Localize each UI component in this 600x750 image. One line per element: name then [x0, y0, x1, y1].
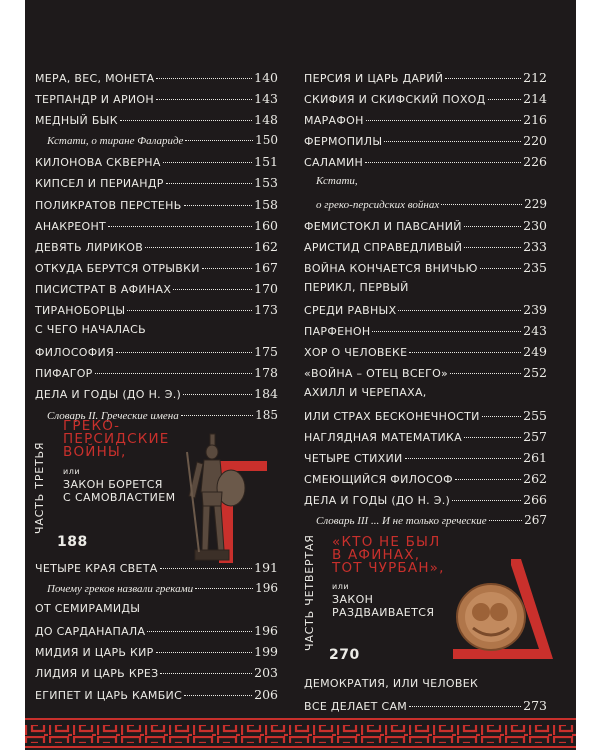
toc-entry: [304, 386, 547, 407]
toc-entry-page: 214: [523, 91, 547, 107]
toc-left-column: [35, 70, 278, 429]
toc-dot-leader: [488, 99, 522, 100]
toc-entry-title: САЛАМИН: [304, 156, 364, 170]
toc-entry-page: 220: [523, 133, 547, 149]
toc-dot-leader: [384, 141, 521, 142]
toc-entry-title: ОТ СЕМИРАМИДЫ: [35, 602, 141, 616]
toc-entry: [35, 239, 278, 260]
toc-entry-page: 160: [254, 217, 278, 233]
toc-page: [25, 0, 576, 750]
toc-dot-leader: [409, 706, 521, 707]
toc-entry-page: 175: [254, 344, 278, 360]
toc-entry: [35, 687, 278, 708]
toc-dot-leader: [409, 352, 521, 353]
toc-entry-title: ОТКУДА БЕРУТСЯ ОТРЫВКИ: [35, 261, 200, 275]
part3-label: ЧАСТЬ ТРЕТЬЯ: [33, 441, 46, 534]
toc-entry-title: ПЕРИКЛ, ПЕРВЫЙ: [304, 280, 409, 294]
toc-entry: [35, 175, 278, 196]
toc-dot-leader: [455, 479, 521, 480]
toc-entry-title: ИЛИ СТРАХ БЕСКОНЕЧНОСТИ: [304, 409, 480, 423]
toc-entry: [35, 344, 278, 365]
toc-entry: [304, 154, 547, 175]
toc-entry-page: 170: [254, 280, 278, 296]
toc-dot-leader: [464, 437, 521, 438]
toc-entry-page: 184: [254, 386, 278, 402]
toc-dot-leader: [372, 331, 521, 332]
toc-entry: [304, 260, 547, 281]
toc-entry: [304, 218, 547, 239]
toc-entry-title: ФЕМИСТОКЛ И ПАВСАНИЙ: [304, 219, 462, 233]
toc-dot-leader: [489, 520, 522, 521]
toc-entry: [35, 644, 278, 665]
toc-entry: [35, 581, 278, 602]
toc-entry-title: Кстати,: [316, 175, 358, 188]
toc-entry-title: ЧЕТЫРЕ СТИХИИ: [304, 451, 403, 465]
toc-entry: [35, 665, 278, 686]
toc-entry: [35, 91, 278, 112]
toc-entry-page: 167: [254, 259, 278, 275]
toc-entry-title: ЧЕТЫРЕ КРАЯ СВЕТА: [35, 562, 158, 575]
toc-entry-page: 199: [254, 644, 278, 660]
toc-dot-leader: [450, 373, 521, 374]
toc-entry-title: АХИЛЛ И ЧЕРЕПАХА,: [304, 386, 427, 400]
toc-entry-page: 191: [254, 560, 278, 575]
toc-entry-title: ВОЙНА КОНЧАЕТСЯ ВНИЧЬЮ: [304, 261, 478, 275]
toc-entry: [35, 623, 278, 644]
part3-title: ГРЕКО- ПЕРСИДСКИЕ ВОЙНЫ,: [63, 418, 170, 460]
toc-dot-leader: [166, 183, 253, 184]
toc-entry: [304, 302, 547, 323]
toc-entry: [304, 281, 547, 302]
toc-entry: [35, 112, 278, 133]
toc-entry-title: ТЕРПАНДР И АРИОН: [35, 93, 154, 107]
toc-entry-page: 230: [523, 217, 547, 233]
toc-right-column: [304, 70, 547, 534]
toc-entry: [304, 698, 547, 719]
toc-entry-page: 212: [523, 70, 547, 85]
toc-dot-leader: [108, 226, 252, 227]
toc-entry-title: ДЕЛА И ГОДЫ (ДО Н. Э.): [304, 493, 451, 507]
toc-entry-title: ЛИДИЯ И ЦАРЬ КРЕЗ: [35, 667, 159, 681]
toc-entry-page: 262: [523, 470, 547, 486]
part4-label: ЧАСТЬ ЧЕТВЕРТАЯ: [303, 534, 316, 651]
toc-entry: [35, 133, 278, 154]
toc-entry: [304, 429, 547, 450]
toc-dot-leader: [185, 140, 253, 141]
toc-dot-leader: [195, 588, 253, 589]
toc-entry-title: Почему греков назвали греками: [47, 583, 194, 596]
toc-entry: [304, 365, 547, 386]
toc-entry-title: ФЕРМОПИЛЫ: [304, 135, 383, 149]
toc-dot-leader: [482, 416, 521, 417]
toc-dot-leader: [441, 204, 522, 205]
toc-entry-page: 203: [254, 665, 278, 681]
toc-entry: [304, 471, 547, 492]
toc-entry-title: ФИЛОСОФИЯ: [35, 346, 115, 360]
toc-entry-title: КИПСЕЛ И ПЕРИАНДР: [35, 177, 164, 191]
toc-entry-title: ДО САРДАНАПАЛА: [35, 625, 146, 639]
toc-entry-page: 266: [523, 491, 547, 507]
toc-entry-title: ТИРАНОБОРЦЫ: [35, 304, 126, 318]
toc-entry: [304, 450, 547, 471]
toc-entry-page: 185: [255, 407, 278, 422]
toc-entry-title: ПОЛИКРАТОВ ПЕРСТЕНЬ: [35, 198, 182, 212]
part3-subtitle: или ЗАКОН БОРЕТСЯ С САМОВЛАСТИЕМ: [63, 467, 176, 504]
toc-entry-page: 273: [523, 698, 547, 714]
toc-entry-page: 206: [254, 686, 278, 702]
toc-dot-leader: [365, 162, 521, 163]
toc-dot-leader: [127, 310, 252, 311]
toc-entry-title: ПИСИСТРАТ В АФИНАХ: [35, 282, 172, 296]
toc-entry-title: «ВОЙНА – ОТЕЦ ВСЕГО»: [304, 367, 449, 381]
toc-entry-page: 267: [524, 512, 547, 527]
toc-dot-leader: [464, 247, 521, 248]
toc-entry-page: 178: [254, 365, 278, 381]
toc-entry-page: 257: [523, 428, 547, 444]
toc-entry-title: Словарь II. Греческие имена: [47, 409, 179, 422]
toc-entry: [35, 281, 278, 302]
toc-dot-leader: [202, 268, 252, 269]
toc-entry: [304, 133, 547, 154]
toc-entry-page: 196: [255, 581, 278, 596]
part4-title: «КТО НЕ БЫЛ В АФИНАХ, ТОТ ЧУРБАН»,: [332, 534, 445, 576]
toc-entry-title: ДЕВЯТЬ ЛИРИКОВ: [35, 240, 144, 254]
greek-coin-icon: [455, 582, 527, 652]
toc-entry: [304, 513, 547, 534]
part4-ili: или: [332, 582, 350, 591]
toc-entry-page: 143: [254, 91, 278, 107]
toc-entry-page: 173: [254, 302, 278, 318]
toc-entry: [304, 91, 547, 112]
toc-dot-leader: [147, 631, 252, 632]
toc-dot-leader: [366, 120, 521, 121]
toc-entry-page: 148: [254, 112, 278, 128]
toc-dot-leader: [184, 205, 253, 206]
toc-entry-title: НАГЛЯДНАЯ МАТЕМАТИКА: [304, 430, 462, 444]
toc-entry-title: СКИФИЯ И СКИФСКИЙ ПОХОД: [304, 93, 486, 107]
toc-dot-leader: [464, 226, 521, 227]
toc-entry-page: 140: [254, 70, 278, 85]
toc-entry: [304, 492, 547, 513]
toc-entry: [35, 386, 278, 407]
toc-entry: [35, 218, 278, 239]
toc-dot-leader: [184, 695, 252, 696]
toc-entry-page: 153: [254, 175, 278, 191]
toc-entry-page: 196: [254, 623, 278, 639]
toc-dot-leader: [173, 289, 252, 290]
toc-entry-title: о греко-персидских войнах: [316, 198, 440, 211]
toc-dot-leader: [445, 78, 521, 79]
toc-entry-title: СРЕДИ РАВНЫХ: [304, 304, 397, 318]
toc-entry-title: ДЕЛА И ГОДЫ (ДО Н. Э.): [35, 388, 182, 402]
part3-page: 188: [57, 534, 88, 550]
part4-subtitle: или ЗАКОН РАЗДВАИВАЕТСЯ: [332, 582, 435, 619]
toc-entry-page: 226: [523, 154, 547, 170]
toc-entry-page: 249: [523, 344, 547, 360]
part4-page: 270: [329, 647, 360, 663]
toc-entry-title: ВСЕ ДЕЛАЕТ САМ: [304, 700, 408, 714]
toc-entry: [304, 408, 547, 429]
toc-entry-page: 261: [523, 449, 547, 465]
toc-entry: [35, 70, 278, 91]
greek-key-border-icon: [25, 718, 576, 750]
toc-entry-title: ЕГИПЕТ И ЦАРЬ КАМБИС: [35, 688, 183, 702]
toc-entry-page: 216: [523, 112, 547, 128]
toc-entry-page: 229: [524, 196, 547, 211]
toc-entry: [35, 302, 278, 323]
toc-entry-page: 235: [523, 259, 547, 275]
toc-dot-leader: [145, 247, 252, 248]
toc-dot-leader: [116, 352, 252, 353]
toc-entry-page: 158: [254, 196, 278, 212]
toc-entry: [304, 323, 547, 344]
toc-entry: [304, 70, 547, 91]
warrior-statuette-icon: [177, 432, 247, 564]
toc-entry-title: МАРАФОН: [304, 114, 364, 128]
toc-entry-title: МЕДНЫЙ БЫК: [35, 114, 118, 128]
toc-dot-leader: [452, 500, 521, 501]
toc-entry-title: ПИФАГОР: [35, 367, 93, 381]
toc-entry: [35, 154, 278, 175]
toc-entry-title: МЕРА, ВЕС, МОНЕТА: [35, 72, 155, 85]
toc-entry-title: ПЕРСИЯ И ЦАРЬ ДАРИЙ: [304, 72, 444, 85]
toc-entry-page: 162: [254, 238, 278, 254]
toc-entry-title: С ЧЕГО НАЧАЛАСЬ: [35, 323, 146, 337]
toc-entry-page: 151: [254, 154, 278, 170]
toc-entry-title: КИЛОНОВА СКВЕРНА: [35, 156, 161, 170]
toc-entry-title: ДЕМОКРАТИЯ, ИЛИ ЧЕЛОВЕК: [304, 677, 479, 690]
toc-entry: [35, 323, 278, 344]
toc-entry-title: АРИСТИД СПРАВЕДЛИВЫЙ: [304, 240, 463, 254]
toc-entry-page: 255: [523, 407, 547, 423]
toc-entry: [35, 260, 278, 281]
toc-dot-leader: [156, 99, 252, 100]
toc-dot-leader: [156, 78, 252, 79]
toc-dot-leader: [120, 120, 252, 121]
toc-left-bottom: [35, 560, 278, 708]
toc-entry-page: 239: [523, 302, 547, 318]
toc-entry-title: ПАРФЕНОН: [304, 325, 371, 339]
toc-right-bottom: [304, 677, 547, 719]
toc-entry: [304, 677, 547, 698]
toc-entry: [304, 344, 547, 365]
toc-entry: [35, 365, 278, 386]
toc-entry: [35, 560, 278, 581]
toc-entry-title: Словарь III ... И не только греческие: [316, 514, 487, 527]
toc-entry: [35, 197, 278, 218]
toc-dot-leader: [398, 310, 521, 311]
toc-dot-leader: [160, 568, 253, 569]
part3-ili: или: [63, 467, 81, 476]
toc-entry: [304, 175, 547, 196]
toc-dot-leader: [160, 673, 252, 674]
toc-dot-leader: [405, 458, 522, 459]
toc-dot-leader: [163, 162, 252, 163]
toc-entry: [35, 602, 278, 623]
toc-entry: [304, 112, 547, 133]
toc-entry-page: 150: [255, 133, 278, 148]
toc-entry-page: 252: [523, 365, 547, 381]
toc-dot-leader: [156, 652, 253, 653]
toc-entry: [304, 197, 547, 218]
toc-entry-title: МИДИЯ И ЦАРЬ КИР: [35, 646, 154, 660]
toc-dot-leader: [181, 415, 253, 416]
toc-entry: [304, 239, 547, 260]
toc-dot-leader: [480, 268, 522, 269]
toc-entry-title: ХОР О ЧЕЛОВЕКЕ: [304, 346, 408, 360]
toc-entry-title: АНАКРЕОНТ: [35, 219, 107, 233]
toc-dot-leader: [95, 373, 253, 374]
toc-entry-page: 233: [523, 238, 547, 254]
toc-entry-title: Кстати, о тиране Фаларидe: [47, 135, 184, 148]
toc-dot-leader: [183, 394, 252, 395]
toc-entry-title: СМЕЮЩИЙСЯ ФИЛОСОФ: [304, 472, 453, 486]
toc-entry-page: 243: [523, 323, 547, 339]
